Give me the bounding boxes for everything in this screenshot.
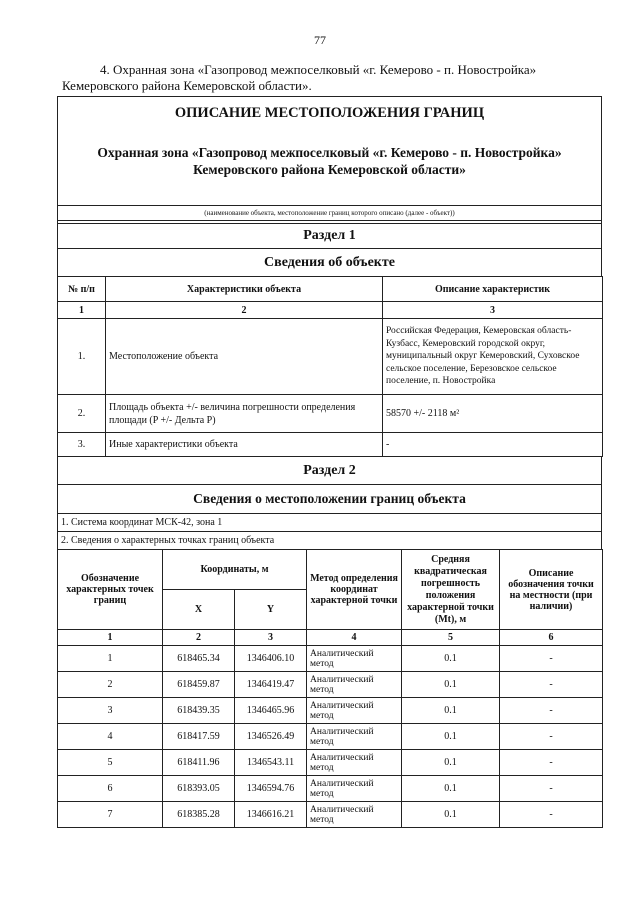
- point-x: 618393.05: [163, 776, 235, 802]
- header-characteristic: Характеристики объекта: [106, 277, 383, 302]
- point-error: 0.1: [402, 698, 500, 724]
- table-row: [58, 395, 603, 433]
- point-error: 0.1: [402, 646, 500, 672]
- table-row: [58, 672, 603, 698]
- point-id: 5: [58, 750, 163, 776]
- row-number: 1.: [58, 319, 106, 395]
- point-method: Аналитический метод: [307, 724, 402, 750]
- object-characteristics-table: [57, 276, 603, 457]
- row-number: 3.: [58, 433, 106, 457]
- point-y: 1346406.10: [235, 646, 307, 672]
- column-number: 1: [58, 302, 106, 319]
- point-description: -: [500, 672, 603, 698]
- point-description: -: [500, 646, 603, 672]
- point-error: 0.1: [402, 802, 500, 828]
- column-number: 2: [106, 302, 383, 319]
- table-row: [58, 724, 603, 750]
- header-point: Обозначение характерных точек границ: [58, 550, 163, 630]
- point-x: 618459.87: [163, 672, 235, 698]
- table-row: [58, 646, 603, 672]
- table-row: [58, 319, 603, 395]
- table-row: [58, 750, 603, 776]
- point-description: -: [500, 724, 603, 750]
- table-row: [58, 802, 603, 828]
- point-method: Аналитический метод: [307, 802, 402, 828]
- point-id: 4: [58, 724, 163, 750]
- point-method: Аналитический метод: [307, 750, 402, 776]
- characteristic-name: Иные характеристики объекта: [106, 433, 383, 457]
- object-title-line2: Кемеровского района Кемеровской области»: [193, 162, 466, 177]
- page-number: 77: [314, 33, 326, 47]
- characteristic-value: Российская Федерация, Кемеровская область-Кузбасс, Кемеровский городской округ, муниципальный округ Кемеровский, Суховское сельское поселение, Березовское сельское поселение, п. Новостройка: [383, 319, 603, 395]
- characteristic-name: Местоположение объекта: [106, 319, 383, 395]
- object-note: (наименование объекта, местоположение границ которого описано (далее - объект)): [57, 205, 602, 220]
- point-x: 618411.96: [163, 750, 235, 776]
- header-method: Метод определения координат характерной точки: [307, 550, 402, 630]
- characteristic-name: Площадь объекта +/- величина погрешности определения площади (P +/- Дельта P): [106, 395, 383, 433]
- point-error: 0.1: [402, 672, 500, 698]
- point-x: 618439.35: [163, 698, 235, 724]
- point-x: 618465.34: [163, 646, 235, 672]
- section1-subtitle: Сведения об объекте: [57, 248, 602, 276]
- table-header-row: [58, 550, 603, 590]
- header-number: № п/п: [58, 277, 106, 302]
- row-number: 2.: [58, 395, 106, 433]
- point-error: 0.1: [402, 724, 500, 750]
- coordinate-system: 1. Система координат МСК-42, зона 1: [57, 513, 602, 531]
- header-x: X: [163, 590, 235, 630]
- point-method: Аналитический метод: [307, 698, 402, 724]
- point-description: -: [500, 802, 603, 828]
- column-number: 4: [307, 630, 402, 646]
- point-method: Аналитический метод: [307, 672, 402, 698]
- point-error: 0.1: [402, 776, 500, 802]
- point-y: 1346594.76: [235, 776, 307, 802]
- point-error: 0.1: [402, 750, 500, 776]
- points-body: [58, 646, 603, 828]
- column-number: 2: [163, 630, 235, 646]
- column-number: 3: [235, 630, 307, 646]
- header-y: Y: [235, 590, 307, 630]
- section2-title: Раздел 2: [57, 457, 602, 484]
- column-number-row: [58, 302, 603, 319]
- column-number-row: [58, 630, 603, 646]
- point-description: -: [500, 750, 603, 776]
- column-number: 6: [500, 630, 603, 646]
- point-y: 1346465.96: [235, 698, 307, 724]
- point-id: 7: [58, 802, 163, 828]
- header-coordinates: Координаты, м: [163, 550, 307, 590]
- document-title: ОПИСАНИЕ МЕСТОПОЛОЖЕНИЯ ГРАНИЦ: [174, 105, 485, 121]
- object-title-line1: Охранная зона «Газопровод межпоселковый «г. Кемерово - п. Новостройка»: [97, 145, 562, 160]
- point-id: 6: [58, 776, 163, 802]
- object-title: [58, 144, 601, 178]
- column-number: 5: [402, 630, 500, 646]
- intro-paragraph: [62, 62, 610, 94]
- point-id: 3: [58, 698, 163, 724]
- header-description: Описание характеристик: [383, 277, 603, 302]
- point-method: Аналитический метод: [307, 776, 402, 802]
- point-y: 1346526.49: [235, 724, 307, 750]
- section1-title: Раздел 1: [57, 223, 602, 248]
- point-description: -: [500, 698, 603, 724]
- title-block: [57, 96, 602, 205]
- header-error: Средняя квадратическая погрешность положения характерной точки (Mt), м: [402, 550, 500, 630]
- point-method: Аналитический метод: [307, 646, 402, 672]
- boundary-description-form: [57, 96, 602, 828]
- point-y: 1346543.11: [235, 750, 307, 776]
- section2-subtitle: Сведения о местоположении границ объекта: [57, 484, 602, 513]
- column-number: 1: [58, 630, 163, 646]
- point-id: 1: [58, 646, 163, 672]
- boundary-points-table: [57, 549, 603, 828]
- point-id: 2: [58, 672, 163, 698]
- table-row: [58, 698, 603, 724]
- header-point-description: Описание обозначения точки на местности (при наличии): [500, 550, 603, 630]
- characteristic-value: -: [383, 433, 603, 457]
- column-number: 3: [383, 302, 603, 319]
- point-x: 618385.28: [163, 802, 235, 828]
- point-x: 618417.59: [163, 724, 235, 750]
- table-header-row: [58, 277, 603, 302]
- point-description: -: [500, 776, 603, 802]
- points-heading: 2. Сведения о характерных точках границ объекта: [57, 531, 602, 549]
- intro-text: 4. Охранная зона «Газопровод межпоселковый «г. Кемерово - п. Новостройка» Кемеровского района Кемеровской области».: [62, 62, 537, 93]
- characteristic-value: 58570 +/- 2118 м²: [383, 395, 603, 433]
- point-y: 1346419.47: [235, 672, 307, 698]
- table-row: [58, 776, 603, 802]
- point-y: 1346616.21: [235, 802, 307, 828]
- table-row: [58, 433, 603, 457]
